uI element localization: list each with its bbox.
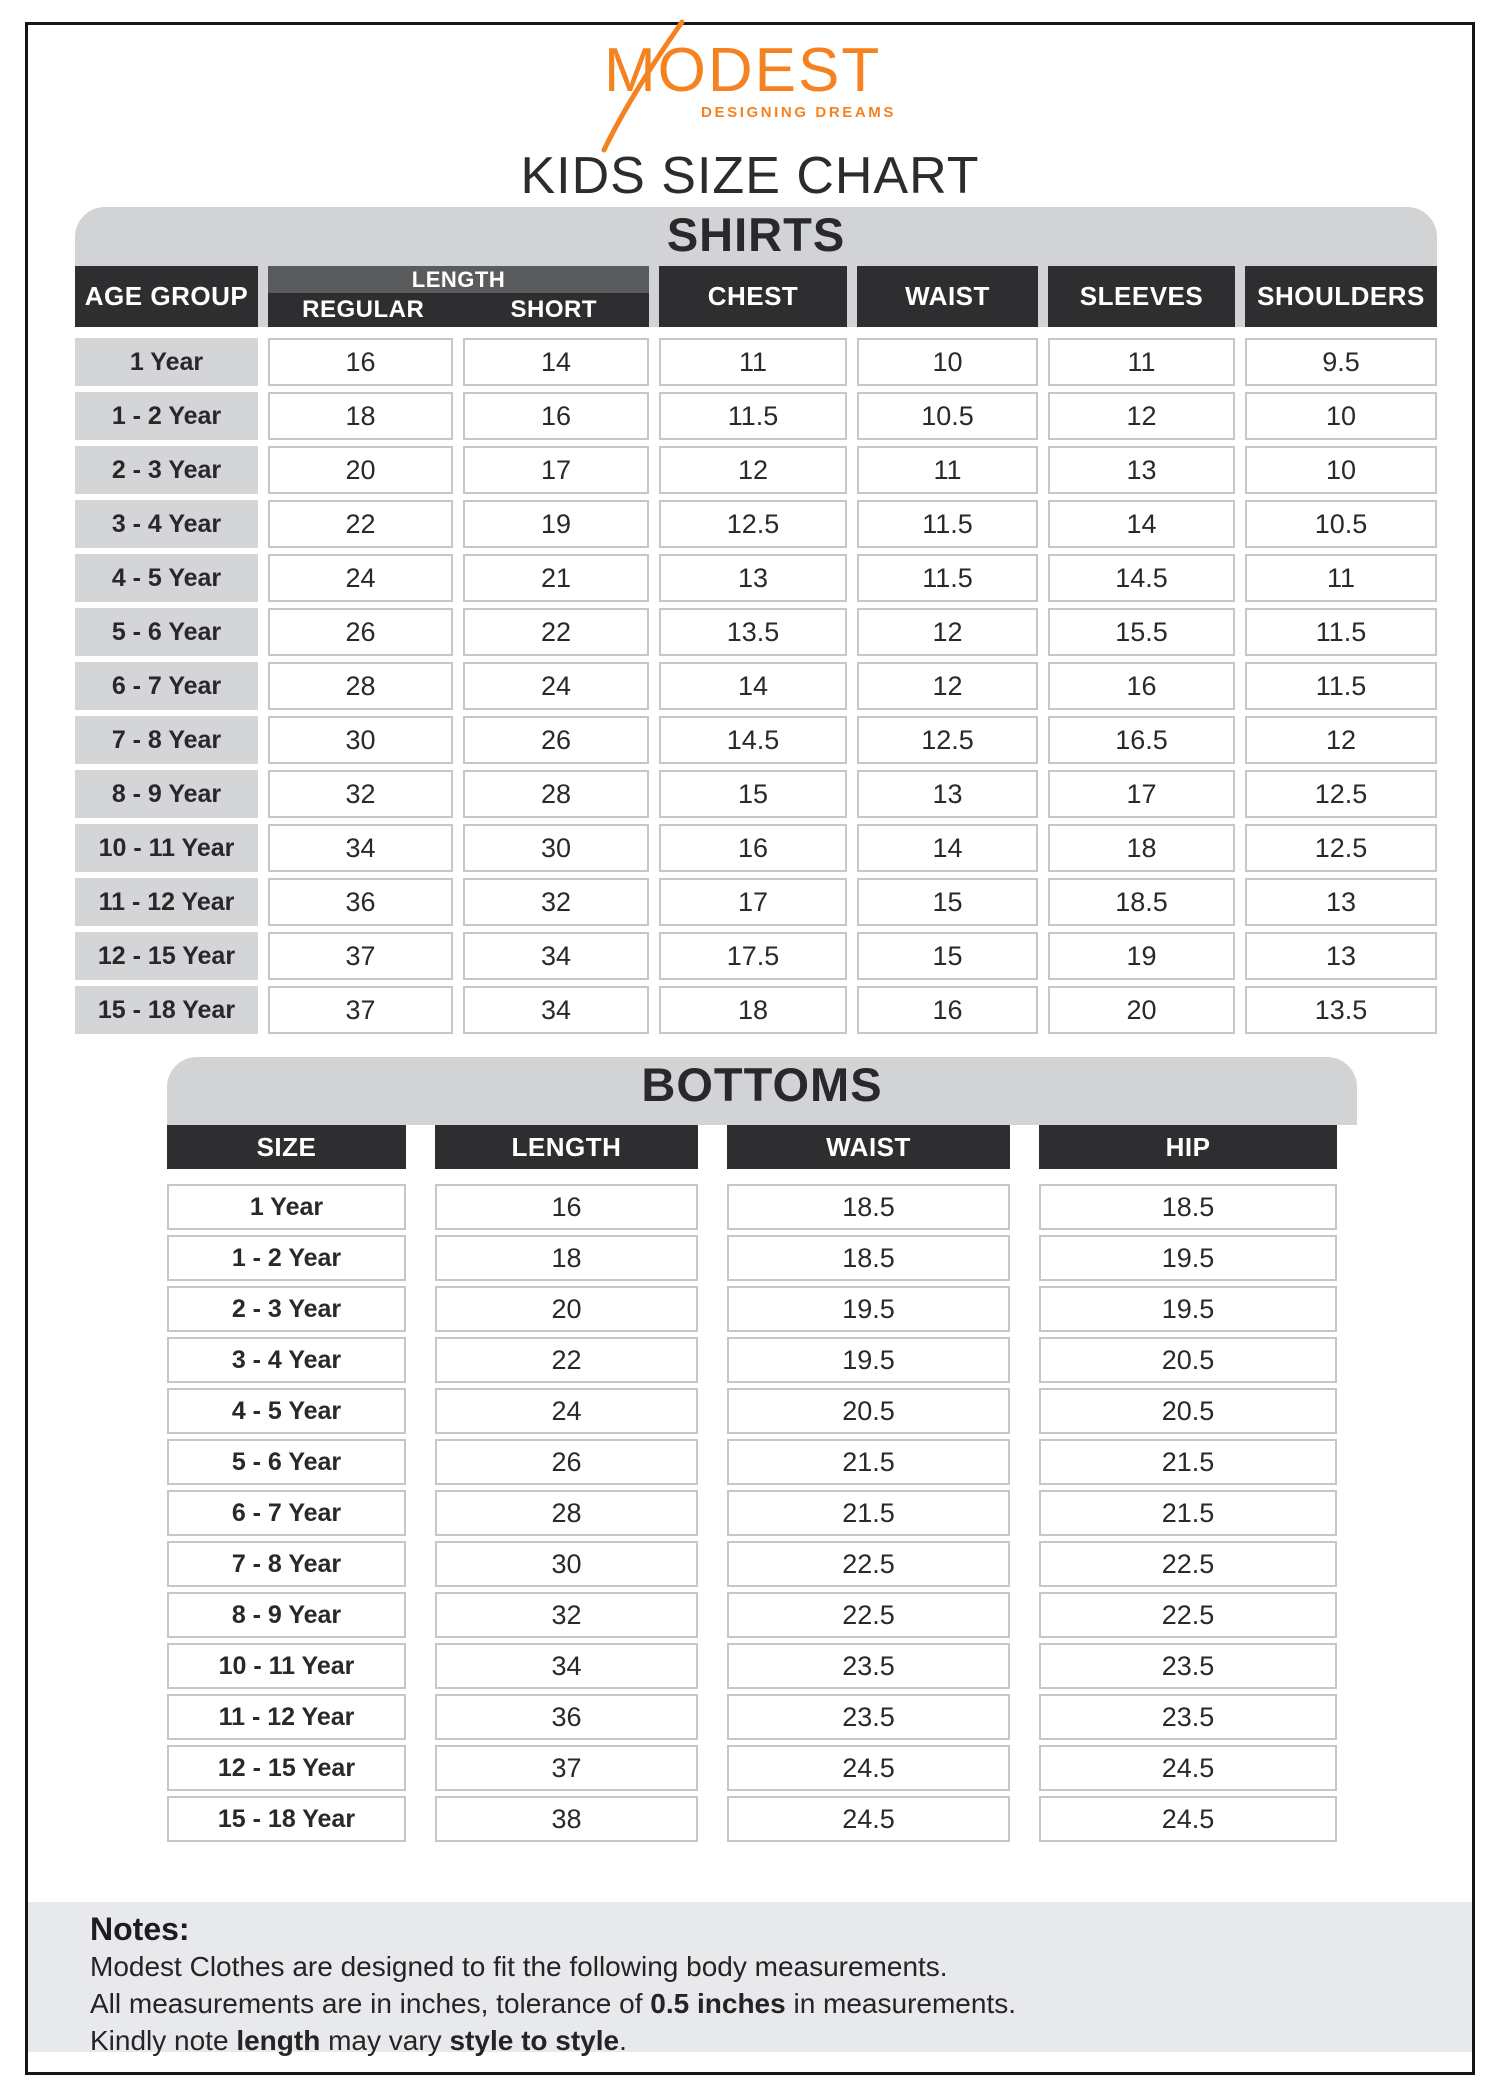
shirts-short-length-cell: 17 <box>463 446 649 494</box>
shirts-chest-cell: 17.5 <box>659 932 847 980</box>
bottoms-waist-cell: 23.5 <box>727 1694 1010 1740</box>
shirts-regular-length-cell: 26 <box>268 608 453 656</box>
brand-logo-text: MODEST <box>604 36 882 105</box>
brand-header <box>0 38 1500 121</box>
shirts-age-group-cell: 11 - 12 Year <box>75 878 258 926</box>
shirts-short-length-cell: 21 <box>463 554 649 602</box>
shirts-sleeves-cell: 18 <box>1048 824 1235 872</box>
shirts-chest-cell: 13.5 <box>659 608 847 656</box>
shirts-table <box>75 338 1437 1034</box>
shirts-waist-cell: 15 <box>857 878 1038 926</box>
bottoms-length-cell: 16 <box>435 1184 698 1230</box>
bottoms-waist-cell: 18.5 <box>727 1235 1010 1281</box>
bottoms-hip-cell: 21.5 <box>1039 1439 1337 1485</box>
shirts-short-length-cell: 19 <box>463 500 649 548</box>
bottoms-size-cell: 7 - 8 Year <box>167 1541 406 1587</box>
shirts-shoulders-cell: 13 <box>1245 932 1437 980</box>
shirts-header-sleeves: SLEEVES <box>1048 266 1235 327</box>
bottoms-size-cell: 10 - 11 Year <box>167 1643 406 1689</box>
shirts-regular-length-cell: 20 <box>268 446 453 494</box>
shirts-regular-length-cell: 34 <box>268 824 453 872</box>
shirts-age-group-cell: 3 - 4 Year <box>75 500 258 548</box>
shirts-shoulders-cell: 10 <box>1245 392 1437 440</box>
shirts-regular-length-cell: 16 <box>268 338 453 386</box>
shirts-shoulders-cell: 10.5 <box>1245 500 1437 548</box>
shirts-short-length-cell: 14 <box>463 338 649 386</box>
shirts-shoulders-cell: 12.5 <box>1245 770 1437 818</box>
shirts-sleeves-cell: 14.5 <box>1048 554 1235 602</box>
bottoms-length-cell: 38 <box>435 1796 698 1842</box>
shirts-age-group-cell: 2 - 3 Year <box>75 446 258 494</box>
bottoms-hip-cell: 19.5 <box>1039 1235 1337 1281</box>
shirts-shoulders-cell: 13.5 <box>1245 986 1437 1034</box>
shirts-shoulders-cell: 10 <box>1245 446 1437 494</box>
bottoms-header-waist: WAIST <box>727 1125 1010 1169</box>
bottoms-size-cell: 1 Year <box>167 1184 406 1230</box>
shirts-sleeves-cell: 14 <box>1048 500 1235 548</box>
shirts-chest-cell: 12.5 <box>659 500 847 548</box>
bottoms-header-size: SIZE <box>167 1125 406 1169</box>
shirts-chest-cell: 18 <box>659 986 847 1034</box>
bottoms-waist-cell: 23.5 <box>727 1643 1010 1689</box>
shirts-age-group-cell: 4 - 5 Year <box>75 554 258 602</box>
notes-section <box>28 1902 1472 2056</box>
shirts-shoulders-cell: 13 <box>1245 878 1437 926</box>
shirts-shoulders-cell: 9.5 <box>1245 338 1437 386</box>
shirts-chest-cell: 12 <box>659 446 847 494</box>
shirts-regular-length-cell: 37 <box>268 986 453 1034</box>
brand-tagline: DESIGNING DREAMS <box>701 104 896 122</box>
shirts-waist-cell: 12.5 <box>857 716 1038 764</box>
bottoms-length-cell: 22 <box>435 1337 698 1383</box>
shirts-sleeves-cell: 20 <box>1048 986 1235 1034</box>
bottoms-waist-cell: 19.5 <box>727 1286 1010 1332</box>
shirts-waist-cell: 14 <box>857 824 1038 872</box>
shirts-sleeves-cell: 12 <box>1048 392 1235 440</box>
shirts-age-group-cell: 10 - 11 Year <box>75 824 258 872</box>
bottoms-size-cell: 8 - 9 Year <box>167 1592 406 1638</box>
shirts-waist-cell: 13 <box>857 770 1038 818</box>
bottoms-table <box>167 1184 1357 1842</box>
shirts-age-group-cell: 5 - 6 Year <box>75 608 258 656</box>
bottoms-waist-cell: 19.5 <box>727 1337 1010 1383</box>
shirts-sleeves-cell: 16 <box>1048 662 1235 710</box>
shirts-regular-length-cell: 36 <box>268 878 453 926</box>
shirts-sleeves-cell: 16.5 <box>1048 716 1235 764</box>
shirts-shoulders-cell: 11.5 <box>1245 662 1437 710</box>
bottoms-section-banner <box>167 1057 1357 1125</box>
logo-swoosh-icon <box>590 16 710 156</box>
shirts-header-row <box>75 266 1437 327</box>
shirts-regular-length-cell: 22 <box>268 500 453 548</box>
shirts-header-short: SHORT <box>510 296 597 323</box>
bottoms-length-cell: 24 <box>435 1388 698 1434</box>
bottoms-waist-cell: 21.5 <box>727 1490 1010 1536</box>
bottoms-length-cell: 26 <box>435 1439 698 1485</box>
shirts-age-group-cell: 12 - 15 Year <box>75 932 258 980</box>
shirts-waist-cell: 12 <box>857 608 1038 656</box>
shirts-age-group-cell: 8 - 9 Year <box>75 770 258 818</box>
bottoms-waist-cell: 21.5 <box>727 1439 1010 1485</box>
shirts-short-length-cell: 34 <box>463 986 649 1034</box>
shirts-age-group-cell: 15 - 18 Year <box>75 986 258 1034</box>
bottoms-header-row <box>167 1125 1357 1169</box>
notes-line-3: Kindly note length may vary style to style. <box>90 2025 627 2056</box>
shirts-waist-cell: 11.5 <box>857 500 1038 548</box>
bottoms-length-cell: 28 <box>435 1490 698 1536</box>
notes-heading: Notes: <box>90 1911 190 1947</box>
shirts-waist-cell: 10 <box>857 338 1038 386</box>
bottoms-hip-cell: 24.5 <box>1039 1796 1337 1842</box>
shirts-chest-cell: 11 <box>659 338 847 386</box>
shirts-header-age-group: AGE GROUP <box>75 266 258 327</box>
shirts-chest-cell: 17 <box>659 878 847 926</box>
shirts-waist-cell: 16 <box>857 986 1038 1034</box>
shirts-regular-length-cell: 30 <box>268 716 453 764</box>
shirts-header-regular: REGULAR <box>302 296 425 323</box>
bottoms-length-cell: 30 <box>435 1541 698 1587</box>
shirts-age-group-cell: 1 Year <box>75 338 258 386</box>
shirts-age-group-cell: 6 - 7 Year <box>75 662 258 710</box>
shirts-short-length-cell: 24 <box>463 662 649 710</box>
bottoms-size-cell: 12 - 15 Year <box>167 1745 406 1791</box>
bottoms-waist-cell: 22.5 <box>727 1592 1010 1638</box>
shirts-short-length-cell: 22 <box>463 608 649 656</box>
shirts-chest-cell: 16 <box>659 824 847 872</box>
bottoms-size-cell: 15 - 18 Year <box>167 1796 406 1842</box>
bottoms-size-cell: 5 - 6 Year <box>167 1439 406 1485</box>
bottoms-hip-cell: 24.5 <box>1039 1745 1337 1791</box>
bottoms-waist-cell: 24.5 <box>727 1745 1010 1791</box>
bottoms-size-cell: 6 - 7 Year <box>167 1490 406 1536</box>
shirts-sleeves-cell: 19 <box>1048 932 1235 980</box>
shirts-short-length-cell: 16 <box>463 392 649 440</box>
shirts-chest-cell: 11.5 <box>659 392 847 440</box>
shirts-age-group-cell: 7 - 8 Year <box>75 716 258 764</box>
bottoms-hip-cell: 22.5 <box>1039 1541 1337 1587</box>
bottoms-length-cell: 37 <box>435 1745 698 1791</box>
bottoms-size-cell: 4 - 5 Year <box>167 1388 406 1434</box>
shirts-waist-cell: 10.5 <box>857 392 1038 440</box>
shirts-sleeves-cell: 18.5 <box>1048 878 1235 926</box>
shirts-waist-cell: 11 <box>857 446 1038 494</box>
bottoms-header-length: LENGTH <box>435 1125 698 1169</box>
bottoms-length-cell: 32 <box>435 1592 698 1638</box>
bottoms-length-cell: 18 <box>435 1235 698 1281</box>
shirts-header-waist: WAIST <box>857 266 1038 327</box>
notes-line-1: Modest Clothes are designed to fit the following body measurements. <box>90 1951 948 1982</box>
bottoms-section-title: BOTTOMS <box>641 1058 883 1111</box>
bottoms-size-cell: 11 - 12 Year <box>167 1694 406 1740</box>
shirts-sleeves-cell: 17 <box>1048 770 1235 818</box>
shirts-header-chest: CHEST <box>659 266 847 327</box>
bottoms-size-cell: 2 - 3 Year <box>167 1286 406 1332</box>
shirts-short-length-cell: 28 <box>463 770 649 818</box>
shirts-header-length-group <box>268 266 649 327</box>
brand-logo <box>604 38 896 103</box>
shirts-header-shoulders: SHOULDERS <box>1245 266 1437 327</box>
shirts-waist-cell: 11.5 <box>857 554 1038 602</box>
bottoms-hip-cell: 23.5 <box>1039 1694 1337 1740</box>
bottoms-size-cell: 3 - 4 Year <box>167 1337 406 1383</box>
shirts-regular-length-cell: 28 <box>268 662 453 710</box>
bottoms-length-cell: 34 <box>435 1643 698 1689</box>
bottoms-hip-cell: 20.5 <box>1039 1337 1337 1383</box>
shirts-chest-cell: 13 <box>659 554 847 602</box>
bottoms-hip-cell: 22.5 <box>1039 1592 1337 1638</box>
shirts-age-group-cell: 1 - 2 Year <box>75 392 258 440</box>
shirts-shoulders-cell: 12 <box>1245 716 1437 764</box>
shirts-shoulders-cell: 12.5 <box>1245 824 1437 872</box>
shirts-section-title: SHIRTS <box>666 208 846 261</box>
bottoms-hip-cell: 23.5 <box>1039 1643 1337 1689</box>
bottoms-hip-cell: 19.5 <box>1039 1286 1337 1332</box>
bottoms-size-cell: 1 - 2 Year <box>167 1235 406 1281</box>
shirts-chest-cell: 14 <box>659 662 847 710</box>
shirts-shoulders-cell: 11.5 <box>1245 608 1437 656</box>
shirts-waist-cell: 12 <box>857 662 1038 710</box>
shirts-sleeves-cell: 13 <box>1048 446 1235 494</box>
shirts-shoulders-cell: 11 <box>1245 554 1437 602</box>
shirts-chest-cell: 14.5 <box>659 716 847 764</box>
bottoms-length-cell: 20 <box>435 1286 698 1332</box>
notes-line-2: All measurements are in inches, tolerance of 0.5 inches in measurements. <box>90 1988 1017 2019</box>
bottoms-waist-cell: 22.5 <box>727 1541 1010 1587</box>
bottoms-hip-cell: 21.5 <box>1039 1490 1337 1536</box>
shirts-chest-cell: 15 <box>659 770 847 818</box>
shirts-short-length-cell: 34 <box>463 932 649 980</box>
bottoms-waist-cell: 20.5 <box>727 1388 1010 1434</box>
shirts-waist-cell: 15 <box>857 932 1038 980</box>
shirts-regular-length-cell: 18 <box>268 392 453 440</box>
shirts-short-length-cell: 30 <box>463 824 649 872</box>
bottoms-waist-cell: 18.5 <box>727 1184 1010 1230</box>
bottoms-header-hip: HIP <box>1039 1125 1337 1169</box>
bottoms-hip-cell: 20.5 <box>1039 1388 1337 1434</box>
bottoms-waist-cell: 24.5 <box>727 1796 1010 1842</box>
shirts-header-length-split <box>268 293 649 327</box>
shirts-regular-length-cell: 37 <box>268 932 453 980</box>
shirts-short-length-cell: 32 <box>463 878 649 926</box>
page-title: KIDS SIZE CHART <box>520 147 980 205</box>
shirts-regular-length-cell: 32 <box>268 770 453 818</box>
bottoms-hip-cell: 18.5 <box>1039 1184 1337 1230</box>
shirts-regular-length-cell: 24 <box>268 554 453 602</box>
shirts-short-length-cell: 26 <box>463 716 649 764</box>
shirts-sleeves-cell: 11 <box>1048 338 1235 386</box>
shirts-header-length: LENGTH <box>268 266 649 293</box>
bottoms-length-cell: 36 <box>435 1694 698 1740</box>
shirts-sleeves-cell: 15.5 <box>1048 608 1235 656</box>
